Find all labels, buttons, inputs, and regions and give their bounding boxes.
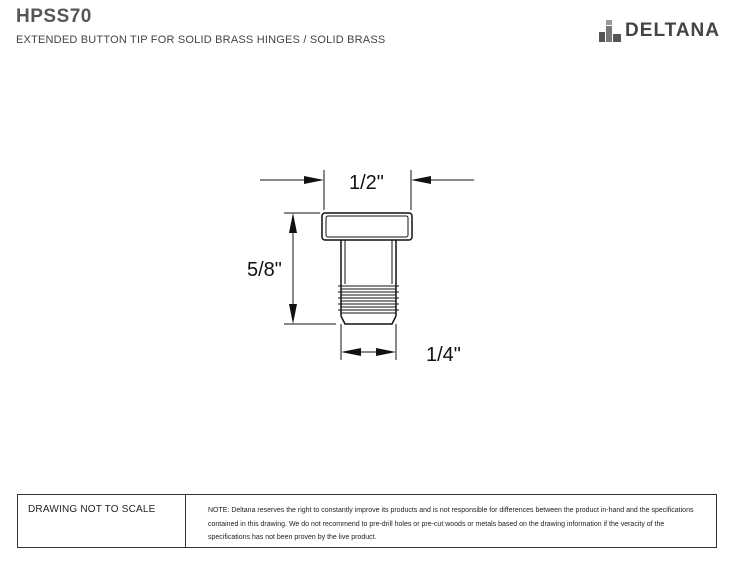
width-arrow-left <box>304 176 324 184</box>
disclaimer-note: NOTE: Deltana reserves the right to constantly improve its products and is not responsible for differences between the product in-hand and the specifications contained in this drawing. We do not recommend to pre-drill holes or pre-cut woods or metals based on the drawing information if the veracity of the specifications has not been proven by the live product. <box>208 507 694 541</box>
tip-head-inner <box>326 216 408 237</box>
shank-arrow-left <box>341 348 361 356</box>
height-arrow-top <box>289 213 297 233</box>
shank-dimension-label: 1/4" <box>426 344 461 366</box>
product-description: EXTENDED BUTTON TIP FOR SOLID BRASS HINGES / SOLID BRASS <box>16 34 386 46</box>
product-code: HPSS70 <box>16 6 92 27</box>
thread-section <box>338 284 399 316</box>
shank-arrow-right <box>376 348 396 356</box>
height-arrow-bottom <box>289 304 297 324</box>
width-dimension-label: 1/2" <box>349 172 384 194</box>
width-arrow-right <box>411 176 431 184</box>
shank-tip <box>341 316 396 324</box>
scale-note: DRAWING NOT TO SCALE <box>18 495 186 547</box>
tip-head-outer <box>322 213 412 240</box>
brand-name: DELTANA <box>625 20 720 41</box>
drawing-notes-box <box>17 494 717 548</box>
height-dimension-label: 5/8" <box>247 259 282 281</box>
